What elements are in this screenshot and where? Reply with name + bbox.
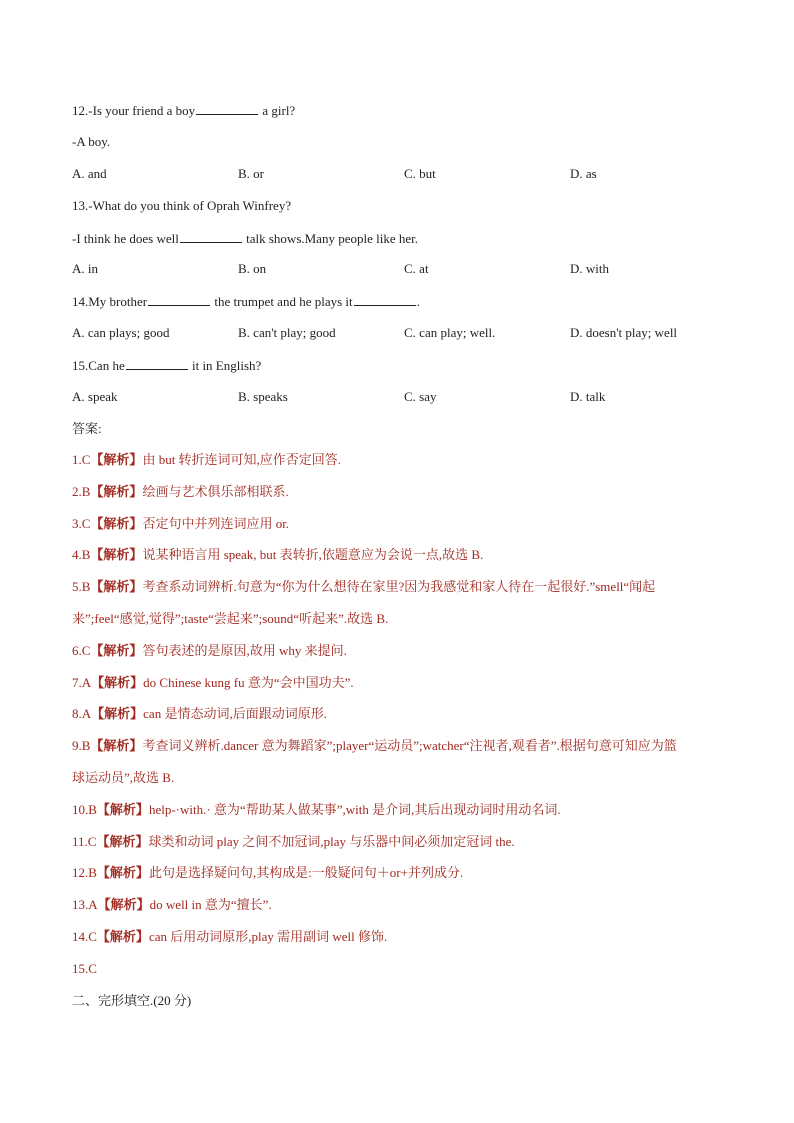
answer-blank <box>148 293 210 306</box>
option-c: C. at <box>404 261 429 276</box>
option-a: A. and <box>72 166 107 181</box>
q14-stem-pre: 14.My brother <box>72 294 148 309</box>
option-c: C. say <box>404 389 437 404</box>
answer-item: 2.B【解析】绘画与艺术俱乐部相联系. <box>72 483 289 499</box>
answer-item: 6.C【解析】答句表述的是原因,故用 why 来提问. <box>72 642 347 658</box>
option-a: A. speak <box>72 389 118 404</box>
answer-item: 1.C【解析】由 but 转折连词可知,应作否定回答. <box>72 452 342 467</box>
section-heading: 二、完形填空.(20 分) <box>72 993 192 1008</box>
question-13-reply <box>72 230 734 247</box>
answer-item: 11.C【解析】球类和动词 play 之间不加冠词,play 与乐器中间必须加定冠词 the. <box>72 833 515 849</box>
answer-blank <box>126 357 188 370</box>
answer-item: 14.C【解析】can 后用动词原形,play 需用副词 well 修饰. <box>72 928 388 944</box>
answer-item: 10.B【解析】help-·with.· 意为“帮助某人做某事”,with 是介词,其后出现动词时用动名词. <box>72 801 561 817</box>
answer-item: 15.C <box>72 960 97 976</box>
q14-stem-post: . <box>416 294 420 309</box>
q15-stem-post: it in English? <box>188 358 262 373</box>
answer-item: 7.A【解析】do Chinese kung fu 意为“会中国功夫”. <box>72 674 354 690</box>
option-b: B. speaks <box>238 389 288 404</box>
answer-blank <box>196 102 258 115</box>
answer-item: 12.B【解析】此句是选择疑问句,其构成是:一般疑问句＋or+并列成分. <box>72 865 464 881</box>
option-a: A. can plays; good <box>72 325 170 340</box>
answer-blank <box>180 230 242 243</box>
option-d: D. talk <box>570 389 606 404</box>
question-12-options <box>72 166 732 182</box>
answer-item: 13.A【解析】do well in 意为“擅长”. <box>72 897 272 913</box>
answer-item: 8.A【解析】can 是情态动词,后面跟动词原形. <box>72 706 327 722</box>
answer-item: 3.C【解析】否定句中并列连词应用 or. <box>72 515 290 531</box>
option-b: B. on <box>238 261 267 276</box>
q13-reply-pre: -I think he does well <box>72 231 179 246</box>
q14-stem-mid: the trumpet and he plays it <box>211 294 353 309</box>
answer-blank <box>354 293 416 306</box>
q12-stem-pre: 12.-Is your friend a boy <box>72 103 196 118</box>
question-15-stem <box>72 357 734 374</box>
answer-item: 9.B【解析】考查词义辨析.dancer 意为舞蹈家”;player“运动员”;watcher“注视者,观看者”.根据句意可知应为篮 <box>72 738 677 754</box>
question-14-stem <box>72 293 734 310</box>
option-c: C. but <box>404 166 436 181</box>
option-b: B. can't play; good <box>238 325 336 340</box>
question-15-options <box>72 389 732 405</box>
answer-item: 5.B【解析】考查系动词辨析.句意为“你为什么想待在家里?因为我感觉和家人待在一起很好.”smell“闻起 <box>72 579 656 595</box>
question-12-reply: -A boy. <box>72 134 111 149</box>
answers-heading: 答案: <box>72 421 102 436</box>
option-d: D. as <box>570 166 597 181</box>
question-13-options <box>72 261 732 277</box>
option-d: D. doesn't play; well <box>570 325 678 340</box>
option-d: D. with <box>570 261 609 276</box>
q15-stem-pre: 15.Can he <box>72 358 125 373</box>
question-13-stem: 13.-What do you think of Oprah Winfrey? <box>72 198 292 213</box>
question-14-options <box>72 325 732 341</box>
answer-item: 4.B【解析】说某种语言用 speak, but 表转折,依题意应为会说一点,故选 B. <box>72 547 484 563</box>
option-c: C. can play; well. <box>404 325 496 340</box>
q13-reply-post: talk shows.Many people like her. <box>242 231 418 246</box>
option-b: B. or <box>238 166 264 181</box>
answers-list <box>72 444 724 985</box>
answer-item-continued: 球运动员”,故选 B. <box>72 769 175 785</box>
q12-stem-post: a girl? <box>259 103 296 118</box>
option-a: A. in <box>72 261 98 276</box>
question-12-stem <box>72 102 734 119</box>
answer-item-continued: 来”;feel“感觉,觉得”;taste“尝起来”;sound“听起来”.故选 B. <box>72 610 389 626</box>
